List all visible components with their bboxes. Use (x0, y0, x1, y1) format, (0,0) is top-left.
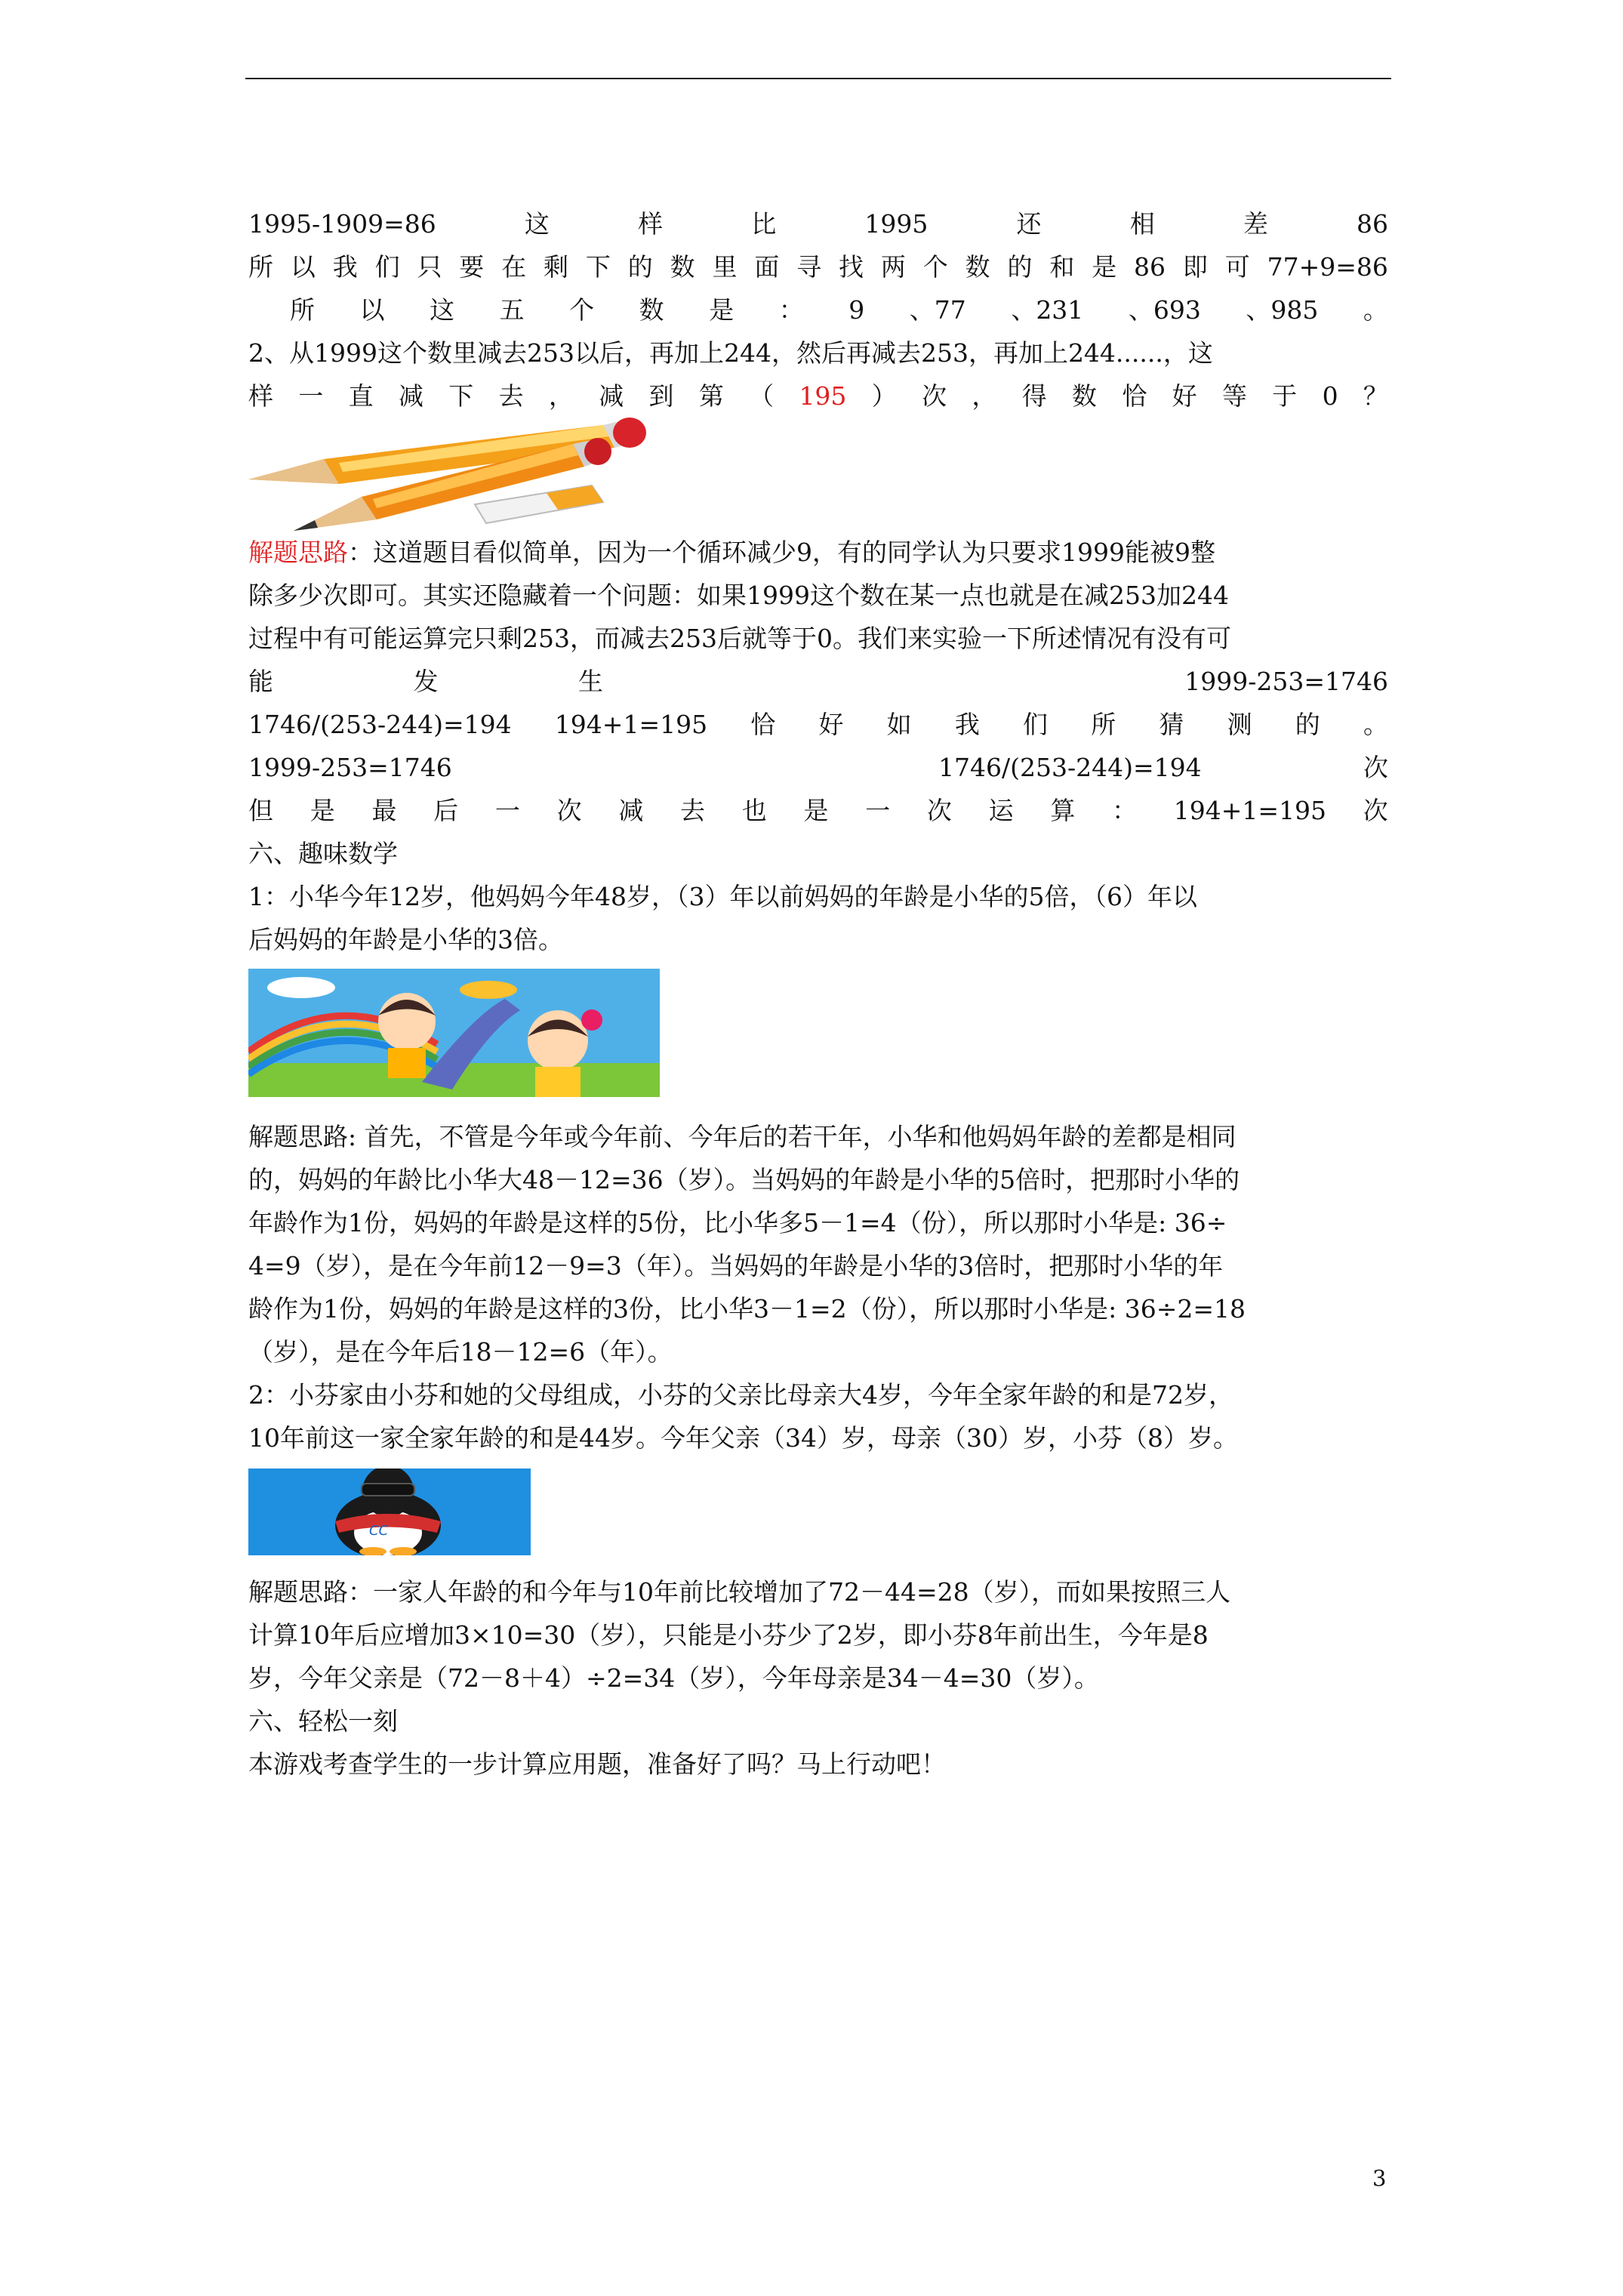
word: 最 (371, 796, 397, 825)
line-8: 过程中有可能运算完只剩253，而减去253后就等于0。我们来实验一下所述情况有没有可 (248, 624, 1231, 653)
word: 如 (886, 710, 912, 739)
line-21: （岁），是在今年后18－12=6（年）。 (248, 1337, 673, 1367)
penguin-image (248, 1469, 531, 1555)
word: 是 (709, 295, 735, 325)
word: 到 (648, 381, 674, 411)
word: 五 (499, 295, 525, 325)
word: 于 (1272, 381, 1298, 411)
word: 们 (374, 252, 400, 282)
word: 和 (1049, 252, 1075, 282)
word: 77+9=86 (1267, 252, 1388, 282)
word: 减 (618, 796, 644, 825)
line-9-words (248, 660, 603, 703)
word: 以 (290, 252, 316, 282)
line-25: 计算10年后应增加3×10=30（岁），只能是小芬少了2岁，即小芬8年前出生，今年是8 (248, 1620, 1209, 1650)
word: 剩 (544, 252, 569, 282)
word: 所 (1091, 710, 1116, 739)
word: 。 (1363, 710, 1388, 739)
equation: 1999-253=1746 (248, 753, 452, 782)
line-24: 解题思路：一家人年龄的和今年与10年前比较增加了72－44=28（岁），而如果按照三人 (248, 1577, 1231, 1607)
word: 们 (1023, 710, 1049, 739)
equation: 1999-253=1746 (1184, 667, 1388, 696)
word: 相 (1129, 209, 1155, 239)
word: 是 (310, 796, 335, 825)
word: 直 (348, 381, 374, 411)
word: 、985 (1246, 295, 1319, 325)
word: 1746/(253-244)=194 (248, 710, 512, 739)
word: 1995-1909=86 (248, 209, 436, 239)
word: 恰 (750, 710, 776, 739)
word: 下 (585, 252, 611, 282)
word: 算 (1050, 796, 1076, 825)
word: 能 (248, 667, 273, 696)
word: 数 (965, 252, 990, 282)
word: ） (871, 381, 897, 411)
word: 是 (803, 796, 829, 825)
word: 数 (1072, 381, 1097, 411)
line-12 (248, 789, 1388, 832)
word: 样 (248, 381, 273, 411)
word: 我 (332, 252, 358, 282)
word: 差 (1243, 209, 1268, 239)
line-23: 10年前这一家全家年龄的和是44岁。今年父亲（34）岁，母亲（30）岁，小芬（8）岁。 (248, 1423, 1238, 1453)
word: 后 (433, 796, 459, 825)
line-26: 岁，今年父亲是（72－8＋4）÷2=34（岁），今年母亲是34－4=30（岁）。 (248, 1663, 1099, 1693)
word: 1995 (864, 209, 929, 239)
word: 得 (1021, 381, 1047, 411)
line-10 (248, 703, 1388, 746)
word: 这 (430, 295, 455, 325)
line-5 (248, 374, 1388, 418)
word: 恰 (1122, 381, 1147, 411)
line-6 (248, 531, 1388, 574)
word: ？ (1363, 381, 1388, 411)
line-17: 的，妈妈的年龄比小华大48－12=36（岁）。当妈妈的年龄是小华的5倍时，把那时小华的 (248, 1165, 1240, 1194)
word: 去 (680, 796, 706, 825)
cartoon-kids-icon (248, 969, 660, 1097)
word: 要 (459, 252, 485, 282)
word: 、231 (1011, 295, 1084, 325)
word: 里 (712, 252, 738, 282)
word: 这 (524, 209, 550, 239)
word: 一 (865, 796, 891, 825)
word: 194+1=195 (554, 710, 708, 739)
word: 可 (1224, 252, 1250, 282)
word: 运 (988, 796, 1014, 825)
line-7: 除多少次即可。其实还隐藏着一个问题：如果1999这个数在某一点也就是在减253加244 (248, 581, 1229, 610)
word: 9 (848, 295, 865, 325)
line-6-rest: ：这道题目看似简单，因为一个循环减少9，有的同学认为只要求1999能被9整 (348, 538, 1215, 567)
line-22: 2：小芬家由小芬和她的父母组成，小芬的父亲比母亲大4岁，今年全家年龄的和是72岁， (248, 1380, 1233, 1410)
word: 但 (248, 796, 273, 825)
word: 个 (569, 295, 595, 325)
word: 好 (818, 710, 844, 739)
word: 减 (599, 381, 624, 411)
word: 以 (359, 295, 385, 325)
line-9 (248, 660, 1388, 703)
line-18: 年龄作为1份，妈妈的年龄是这样的5份，比小华多5－1=4（份），所以那时小华是: 36÷ (248, 1208, 1227, 1237)
word: 发 (413, 667, 439, 696)
word: 的 (1007, 252, 1033, 282)
word: 只 (417, 252, 442, 282)
word: 还 (1016, 209, 1042, 239)
line-1 (248, 202, 1388, 245)
word: 次 (1363, 753, 1388, 782)
pencil-icon (248, 418, 701, 538)
word: 去 (498, 381, 524, 411)
word: 好 (1172, 381, 1197, 411)
line-19: 4=9（岁），是在今年前12－9=3（年）。当妈妈的年龄是小华的3倍时，把那时小华的年 (248, 1251, 1224, 1281)
word: 、77 (909, 295, 966, 325)
page-number: 3 (1372, 2165, 1387, 2191)
line-16: 解题思路: 首先，不管是今年或今年前、今年后的若干年，小华和他妈妈年龄的差都是相同 (248, 1122, 1236, 1151)
word: 下 (448, 381, 474, 411)
word: 样 (638, 209, 664, 239)
word: ， (548, 381, 574, 411)
word: 的 (627, 252, 653, 282)
word: 两 (880, 252, 906, 282)
line-15: 后妈妈的年龄是小华的3倍。 (248, 925, 563, 954)
pencil-eraser-image (248, 418, 701, 538)
word: 次 (556, 796, 582, 825)
word: 一 (298, 381, 324, 411)
penguin-icon (248, 1469, 531, 1555)
kids-slide-image (248, 969, 660, 1097)
word: 寻 (796, 252, 822, 282)
word: 所 (248, 252, 273, 282)
word: 猜 (1159, 710, 1184, 739)
word: （ (749, 381, 775, 411)
word: 所 (290, 295, 315, 325)
svg-text:CC: CC (369, 1523, 389, 1539)
line-3 (248, 288, 1388, 331)
line-20: 龄作为1份，妈妈的年龄是这样的3份，比小华3－1=2（份），所以那时小华是: 36÷2=18 (248, 1294, 1246, 1324)
word: ： (1112, 796, 1138, 825)
word: 次 (926, 796, 952, 825)
equation: 1746/(253-244)=194 (938, 753, 1202, 782)
word: 一 (494, 796, 520, 825)
word: 次 (1363, 796, 1388, 825)
word: ： (778, 295, 804, 325)
word: 也 (741, 796, 767, 825)
word: 测 (1227, 710, 1252, 739)
header-rule (245, 78, 1391, 79)
solution-label: 解题思路 (248, 538, 348, 567)
line-2 (248, 245, 1388, 288)
word: 生 (578, 667, 603, 696)
document-page (248, 202, 1388, 1786)
word: 是 (1092, 252, 1117, 282)
word: 减 (398, 381, 423, 411)
word: 个 (922, 252, 948, 282)
word: 比 (751, 209, 777, 239)
word: 的 (1295, 710, 1320, 739)
word: 我 (954, 710, 980, 739)
word: 。 (1363, 295, 1388, 325)
word: 面 (754, 252, 780, 282)
word: 0 (1322, 381, 1338, 411)
word: 找 (839, 252, 864, 282)
line-11 (248, 746, 1388, 789)
word: 数 (670, 252, 695, 282)
word: ， (972, 381, 997, 411)
word: 次 (922, 381, 947, 411)
line-28: 本游戏考查学生的一步计算应用题，准备好了吗？马上行动吧！ (248, 1749, 946, 1779)
word: 第 (698, 381, 724, 411)
answer-195: 195 (799, 381, 847, 411)
word: 等 (1221, 381, 1247, 411)
word: 、693 (1128, 295, 1201, 325)
section-heading-fun-math: 六、趣味数学 (248, 839, 398, 868)
section-heading-relax: 六、轻松一刻 (248, 1706, 398, 1736)
word: 194+1=195 (1173, 796, 1327, 825)
word: 86 (1134, 252, 1166, 282)
word: 数 (639, 295, 664, 325)
line-14: 1：小华今年12岁，他妈妈今年48岁，（3）年以前妈妈的年龄是小华的5倍，（6）年以 (248, 882, 1197, 911)
word: 即 (1182, 252, 1208, 282)
word: 86 (1357, 209, 1388, 239)
line-4: 2、从1999这个数里减去253以后，再加上244，然后再减去253，再加上244......，这 (248, 338, 1213, 368)
word: 在 (501, 252, 527, 282)
